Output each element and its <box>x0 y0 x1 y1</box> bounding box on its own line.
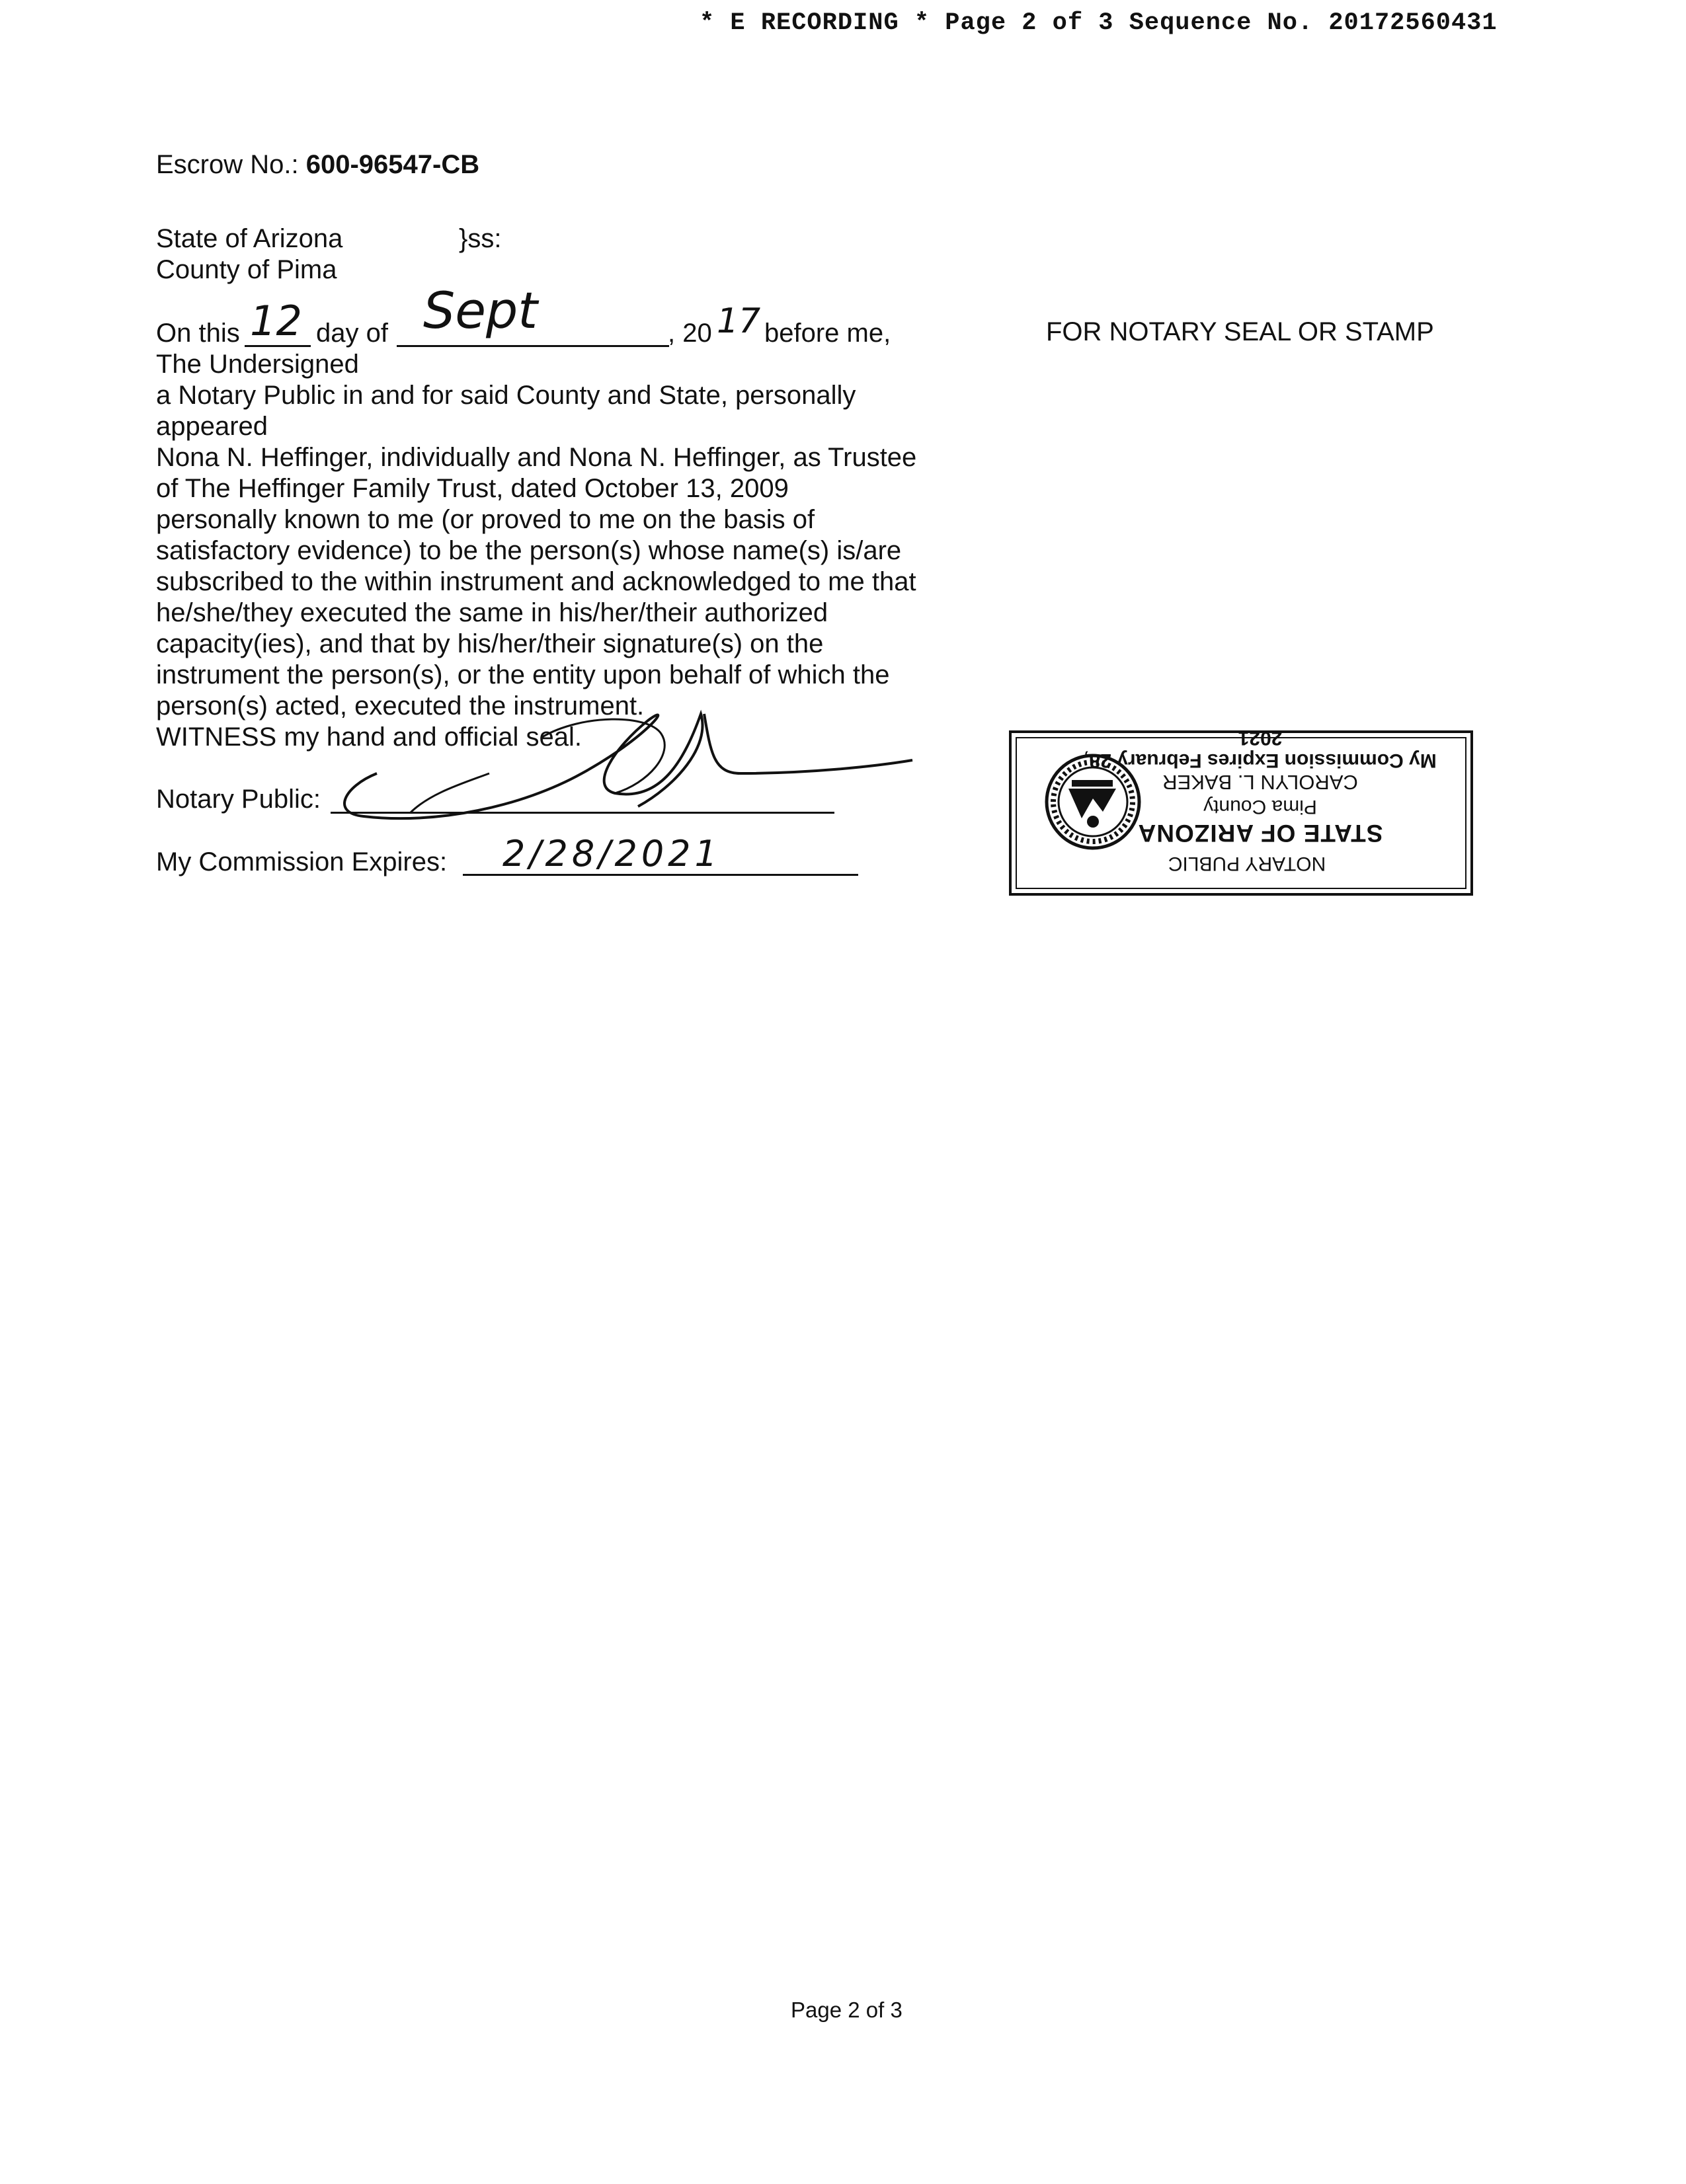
ack-line-1: The Undersigned <box>156 350 359 379</box>
year-prefix: , 20 <box>668 319 712 348</box>
ack-line-6: personally known to me (or proved to me on the basis of <box>156 505 815 534</box>
venue-state: State of Arizona <box>156 224 343 253</box>
notary-public-label: Notary Public: <box>156 785 321 814</box>
stamp-line-notary-name: CAROLYN L. BAKER <box>1162 771 1358 794</box>
ack-line-11: instrument the person(s), or the entity upon behalf of which the <box>156 660 890 689</box>
venue-ss: }ss: <box>459 224 502 253</box>
ack-line-7: satisfactory evidence) to be the person(s) whose name(s) is/are <box>156 536 902 565</box>
year-handwritten: 17 <box>717 301 761 341</box>
venue-county: County of Pima <box>156 255 337 284</box>
ack-line-3: appeared <box>156 412 268 441</box>
notary-signature-graphic <box>304 674 939 886</box>
stamp-line-county: Pima County <box>1203 796 1317 818</box>
recording-header: * E RECORDING * Page 2 of 3 Sequence No. 20172560431 <box>700 9 1498 37</box>
month-handwritten: Sept <box>423 281 538 340</box>
stamp-line-notary-public: NOTARY PUBLIC <box>1168 853 1326 875</box>
escrow-number: 600-96547-CB <box>305 150 480 179</box>
before-me-label: before me, <box>764 319 891 348</box>
ack-line-12: person(s) acted, executed the instrument. <box>156 691 645 721</box>
ack-line-4: Nona N. Heffinger, individually and Nona N. Heffinger, as Trustee <box>156 443 917 472</box>
page-footer: Page 2 of 3 <box>791 1998 903 2022</box>
day-of-label: day of <box>316 319 388 348</box>
state-seal-icon <box>1043 752 1143 851</box>
day-handwritten: 12 <box>250 297 302 345</box>
on-this-label: On this <box>156 319 240 348</box>
ack-line-2: a Notary Public in and for said County and State, personally <box>156 381 856 410</box>
commission-label: My Commission Expires: <box>156 847 448 877</box>
ack-line-5: of The Heffinger Family Trust, dated October 13, 2009 <box>156 474 789 503</box>
seal-area-label: FOR NOTARY SEAL OR STAMP <box>1046 317 1434 346</box>
ack-line-13: WITNESS my hand and official seal. <box>156 722 582 752</box>
day-blank <box>245 345 311 347</box>
escrow-line <box>156 149 479 180</box>
commission-handwritten: 2/28/2021 <box>502 833 721 875</box>
notary-stamp-inner <box>1016 727 1466 889</box>
stamp-line-state: STATE OF ARIZONA <box>1137 820 1383 847</box>
ack-line-10: capacity(ies), and that by his/her/their signature(s) on the <box>156 629 824 658</box>
stamp-line-expiration: My Commission Expires February 28, 2021 <box>1084 727 1437 771</box>
ack-line-8: subscribed to the within instrument and acknowledged to me that <box>156 567 916 596</box>
escrow-label: Escrow No.: <box>156 150 299 179</box>
month-blank <box>397 345 669 347</box>
ack-line-9: he/she/they executed the same in his/her/their authorized <box>156 598 828 627</box>
notary-stamp <box>1009 727 1473 896</box>
